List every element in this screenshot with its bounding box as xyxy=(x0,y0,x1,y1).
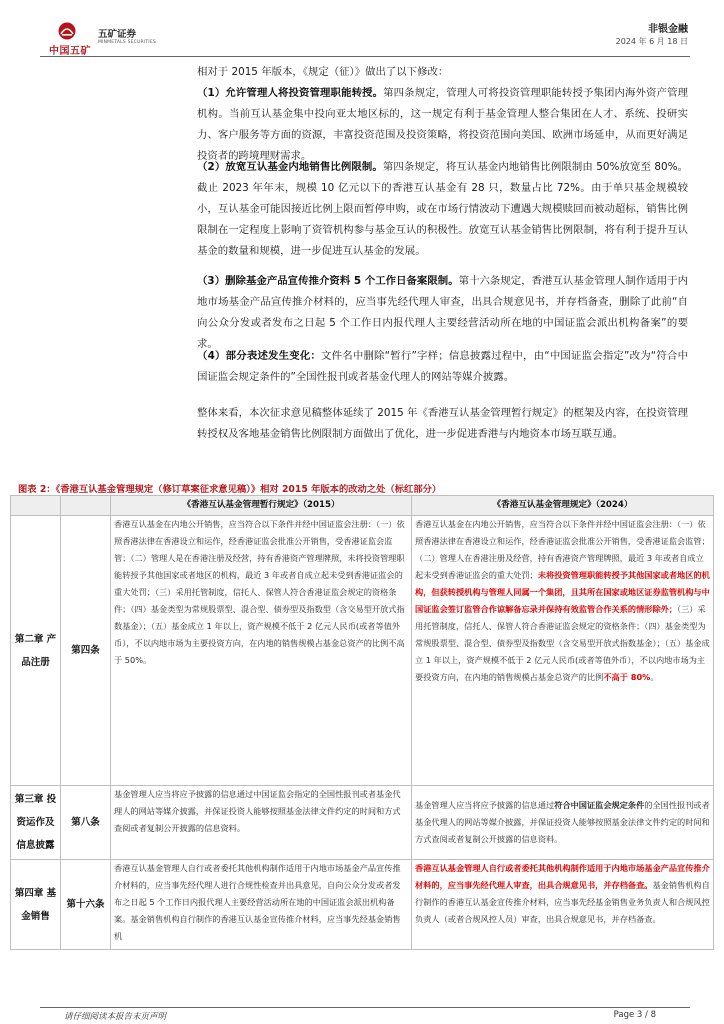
new-text-cell xyxy=(412,860,714,950)
change-item-1-heading: （1）允许管理人将投资管理职能转授。 xyxy=(197,87,384,99)
header-divider xyxy=(40,56,690,57)
new-text-cell xyxy=(412,516,714,786)
change-item-2-text: 第四条规定，将互认基金内地销售比例限制由 50%放宽至 80%。截止 2023 年年末，规模 10 亿元以下的香港互认基金有 28 只，数量占比 72%。由于单只基金规模较小，互认基金可能因接近比例上限而暂停申购，或在市场行情波动下遭遇大规模赎回而被动超标，销售比例限制在一定程度上影响了资管机构参与基金互认的积极性。放宽互认基金销售比例限制，将有利于提升互认基金的数量和规模，进一步促进互认基金的发展。 xyxy=(197,161,688,257)
page-number: Page 3 / 8 xyxy=(613,1010,656,1020)
change-item-1-text: 第四条规定，管理人可将投资管理职能转授予集团内海外资产管理机构。当前互认基金集中投向亚太地区标的，这一规定有利于基金管理人整合集团在人才、系统、投研实力、客户服务等方面的资源，丰富投资范围及投资策略，将投资范围向美国、欧洲市场延申，从而更好满足投资者的跨境理财需求。 xyxy=(197,87,688,162)
change-item-2 xyxy=(197,157,688,262)
article-cell: 第八条 xyxy=(61,786,111,860)
header-2024: 《香港互认基金管理规定》（2024） xyxy=(412,496,714,516)
changed-text: 香港互认基金管理人自行或者委托其他机构制作适用于内地市场基金产品宣传推介材料的，应当事先经代理人审查，出具合规意见书，并存档备查。 xyxy=(415,863,710,890)
company-name: 中国五矿 xyxy=(49,46,91,57)
change-item-3-heading: （3）删除基金产品宣传推介资料 5 个工作日备案限制。 xyxy=(197,275,459,287)
header-blank xyxy=(11,496,61,516)
chapter-cell: 第二章 产品注册 xyxy=(11,516,61,786)
article-cell: 第十六条 xyxy=(61,860,111,950)
figure-caption: 图表 2：《香港互认基金管理规定（修订草案征求意见稿）》相对 2015 年版本的改动之处（标红部分） xyxy=(18,484,442,495)
comparison-table xyxy=(10,495,714,950)
table-header-row xyxy=(11,496,714,516)
intro-paragraph: 相对于 2015 年版本，《规定（征）》做出了以下修改： xyxy=(197,66,449,78)
changed-text: 符合中国证监会规定条件 xyxy=(554,800,645,810)
table-row xyxy=(11,860,714,950)
changed-text: 不高于 80% xyxy=(603,672,651,682)
article-cell: 第四条 xyxy=(61,516,111,786)
change-item-4-heading: （4）部分表述发生变化： xyxy=(197,350,322,362)
old-text-cell: 香港互认基金在内地公开销售，应当符合以下条件并经中国证监会注册：（一）依照香港法律在香港设立和运作，经香港证监会批准公开销售，受香港证监会监管；（二）管理人是在香港注册及经营，持有香港资产管理牌照，未将投资管理职能转授予其他国家或者地区的机构，最近 3 年或者自成立起未受到香港证监会的重大处罚；（三）采用托管制度，信托人、保管人符合香港证监会规定的资格条件；（四）基金类型为常规股票型、混合型、债券型及指数型（含交易型开放式指数基金）；（五）基金成立 1 年以上，资产规模不低于 2 亿元人民币(或者等值外币），不以内地市场为主要投资方向，在内地的销售规模占基金总资产的比例不高于 50%。 xyxy=(111,516,412,786)
report-date: 2024 年 6 月 18 日 xyxy=(615,37,688,46)
change-item-4 xyxy=(197,346,688,388)
change-item-3 xyxy=(197,271,688,355)
footer-divider xyxy=(40,1007,690,1008)
new-text: 。 xyxy=(650,672,659,682)
footer-disclaimer: 请仔细阅读本报告末页声明 xyxy=(64,1012,167,1022)
new-text-cell xyxy=(412,786,714,860)
new-text: 基金管理人应当将应予披露的信息通过 xyxy=(415,800,555,810)
header-blank xyxy=(61,496,111,516)
header-2015: 《香港互认基金管理暂行规定》（2015） xyxy=(111,496,412,516)
securities-logo-text: 五矿证券 xyxy=(98,29,137,40)
change-item-4-text: 文件名中删除“暂行”字样；信息披露过程中，由“中国证监会指定”改为“符合中国证监会规定条件的”全国性报刊或者基金代理人的网站等媒介披露。 xyxy=(197,350,688,383)
chapter-cell: 第四章 基金销售 xyxy=(11,860,61,950)
minmetals-logo-icon xyxy=(58,22,76,40)
changed-text: 未将投资管理职能转授予其他国家或者地区的机构，但获转授机构与管理人同属一个集团，且其所在国家或地区证券监管机构与中国证监会签订监管合作谅解备忘录并保持有效监管合作关系的情形除外； xyxy=(415,570,710,614)
securities-logo-en: MINMETALS SECURITIES xyxy=(98,40,156,45)
new-text: 香港互认基金在内地公开销售，应当符合以下条件并经中国证监会注册：（一）依照香港法律在香港设立和运作，经香港证监会批准公开销售，受香港证监会监管；（二）管理人在香港注册及经营，持有香港资产管理牌照，最近 3 年或者自成立起未受到香港证监会的重大处罚； xyxy=(415,519,710,580)
change-item-1 xyxy=(197,83,688,167)
table-row xyxy=(11,516,714,786)
change-item-2-heading: （2）放宽互认基金内地销售比例限制。 xyxy=(197,161,383,173)
report-category: 非银金融 xyxy=(648,24,688,35)
old-text-cell: 香港互认基金管理人自行或者委托其他机构制作适用于内地市场基金产品宣传推介材料的，应当事先经代理人进行合规性检查并出具意见，自向公众分发或者发布之日起 5 个工作日内报代理人主要经营活动所在地的中国证监会派出机构备案。基金销售机构自行制作的香港互认基金宣传推介材料，应当事先经基金销售机 xyxy=(111,860,412,950)
table-row xyxy=(11,786,714,860)
new-text: 的全国性报刊或者基金代理人的网站等媒介披露，并保证投资人能够按照基金法律文件约定的时间和方式查阅或者复制公开披露的信息资料。 xyxy=(415,800,710,844)
new-text: 基金销售机构自行制作的香港互认基金宣传推介材料，应当事先经基金销售业务负责人和合规风控负责人（或者合规风控人员）审查，出具合规意见书，并存档备查。 xyxy=(415,880,710,924)
change-item-3-text: 第十六条规定，香港互认基金管理人制作适用于内地市场基金产品宣传推介材料的，应当事先经代理人审查，出具合规意见书，并存档备查，删除了此前“自向公众分发或者发布之日起 5 个工作日内报代理人主要经营活动所在地的中国证监会派出机构备案”的要求。 xyxy=(197,275,689,350)
chapter-cell: 第三章 投资运作及信息披露 xyxy=(11,786,61,860)
summary-paragraph: 整体来看，本次征求意见稿整体延续了 2015 年《香港互认基金管理暂行规定》的框架及内容，在投资管理转授权及客地基金销售比例限制方面做出了优化，进一步促进香港与内地资本市场互联互通。 xyxy=(197,407,688,440)
new-text: （三）采用托管制度，信托人、保管人符合香港证监会规定的资格条件；（四）基金类型为常规股票型、混合型、债券型及指数型（含交易型开放式指数基金）；（五）基金成立 1 年以上，资产规模不低于 2 亿元人民币(或者等值外币），不以内地市场为主要投资方向，在内地的销售规模占基金总资产的比例 xyxy=(415,604,710,682)
old-text-cell: 基金管理人应当将应予披露的信息通过中国证监会指定的全国性报刊或者基金代理人的网站等媒介披露，并保证投资人能够按照基金法律文件约定的时间和方式查阅或者复制公开披露的信息资料。 xyxy=(111,786,412,860)
